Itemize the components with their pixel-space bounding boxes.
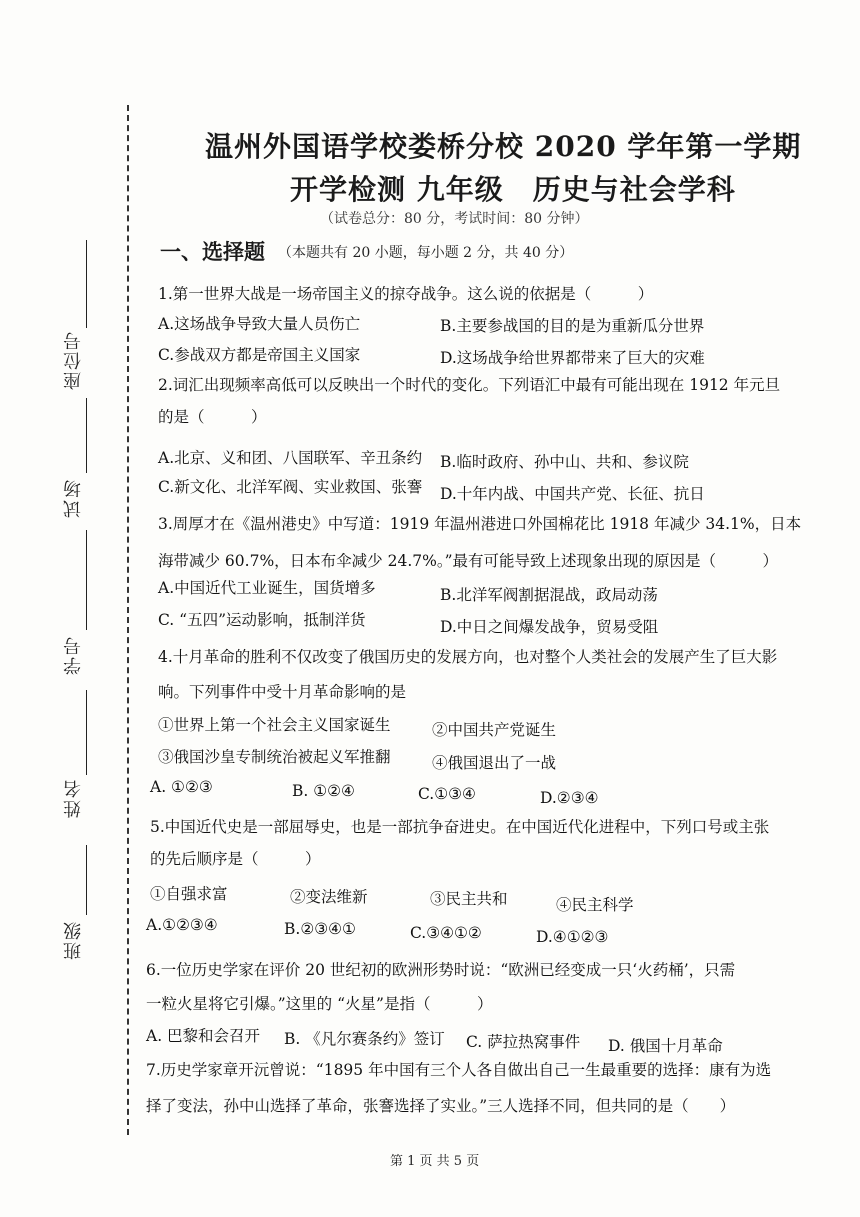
exam-info: （试卷总分：80 分，考试时间：80 分钟）	[320, 211, 589, 227]
q5-stem-line2: 的先后顺序是（ ）	[150, 850, 321, 868]
q2-option-d: D.十年内战、中国共产党、长征、抗日	[440, 485, 705, 503]
seat-blank-line	[86, 240, 87, 328]
q4-option-c: C.①③④	[418, 785, 476, 803]
q5-option-c: C.③④①②	[410, 924, 482, 942]
q1-option-b: B.主要参战国的目的是为重新瓜分世界	[440, 317, 705, 335]
name-label: 姓名	[63, 778, 84, 818]
room-label: 试场	[63, 478, 84, 518]
q3-option-b: B.北洋军阀割据混战，政局动荡	[440, 586, 658, 604]
q6-stem-line2: 一粒火星将它引爆。”这里的 “火星”是指（ ）	[146, 995, 493, 1013]
q3-option-a: A.中国近代工业诞生，国货增多	[158, 579, 376, 597]
q4-item-4: ④俄国退出了一战	[432, 754, 557, 772]
q5-item-1: ①自强求富	[150, 885, 228, 903]
q1-option-c: C.参战双方都是帝国主义国家	[158, 346, 361, 364]
q5-option-d: D.④①②③	[536, 928, 609, 946]
q2-option-a: A.北京、义和团、八国联军、辛丑条约	[158, 449, 423, 467]
q1-option-a: A.这场战争导致大量人员伤亡	[158, 315, 361, 333]
exam-title-line2: 开学检测 九年级 历史与社会学科	[290, 173, 736, 206]
q3-option-c: C. “五四”运动影响，抵制洋货	[158, 611, 366, 629]
q5-item-3: ③民主共和	[430, 890, 508, 908]
q2-stem-line1: 2.词汇出现频率高低可以反映出一个时代的变化。下列语汇中最有可能出现在 1912 年元旦	[158, 376, 781, 394]
exam-title-line1: 温州外国语学校娄桥分校 2020 学年第一学期	[205, 130, 802, 163]
q4-stem-line2: 响。下列事件中受十月革命影响的是	[158, 683, 407, 701]
q4-option-d: D.②③④	[540, 789, 599, 807]
q6-option-c: C. 萨拉热窝事件	[466, 1033, 581, 1051]
q6-option-a: A. 巴黎和会召开	[146, 1027, 261, 1045]
q7-stem-line1: 7.历史学家章开沅曾说：“1895 年中国有三个人各自做出自己一生最重要的选择：康有为选	[146, 1061, 772, 1079]
seat-label: 座位号	[63, 330, 84, 390]
q3-stem-line1: 3.周厚才在《温州港史》中写道：1919 年温州港进口外国棉花比 1918 年减少 34.1%，日本	[158, 515, 802, 533]
binding-dashed-line	[127, 105, 129, 1135]
number-label: 学号	[63, 635, 84, 675]
name-blank-line	[86, 690, 87, 775]
q5-option-a: A.①②③④	[146, 916, 218, 934]
room-blank-line	[86, 398, 87, 473]
q6-option-d: D. 俄国十月革命	[608, 1037, 723, 1055]
number-blank-line	[86, 530, 87, 630]
q1-stem: 1.第一世界大战是一场帝国主义的掠夺战争。这么说的依据是（ ）	[158, 285, 654, 303]
q3-option-d: D.中日之间爆发战争，贸易受阻	[440, 618, 659, 636]
q3-stem-line2: 海带减少 60.7%，日本布伞减少 24.7%。”最有可能导致上述现象出现的原因是（ ）	[158, 552, 779, 570]
q5-stem-line1: 5.中国近代史是一部屈辱史，也是一部抗争奋进史。在中国近代化进程中，下列口号或主张	[150, 818, 770, 836]
q4-option-b: B. ①②④	[292, 782, 355, 800]
q7-stem-line2: 择了变法，孙中山选择了革命，张謇选择了实业。”三人选择不同，但共同的是（ ）	[146, 1097, 736, 1115]
class-label: 班级	[63, 920, 84, 960]
section-title: 一、选择题	[160, 239, 265, 264]
q4-item-3: ③俄国沙皇专制统治被起义军推翻	[158, 748, 391, 766]
q4-option-a: A. ①②③	[150, 778, 213, 796]
page-number: 第 1 页 共 5 页	[390, 1154, 480, 1169]
q5-item-2: ②变法维新	[290, 888, 368, 906]
q2-option-c: C.新文化、北洋军阀、实业救国、张謇	[158, 478, 423, 496]
q4-item-1: ①世界上第一个社会主义国家诞生	[158, 716, 391, 734]
q5-option-b: B.②③④①	[284, 920, 356, 938]
section-note: （本题共有 20 小题，每小题 2 分，共 40 分）	[278, 245, 574, 261]
q1-option-d: D.这场战争给世界都带来了巨大的灾难	[440, 349, 705, 367]
q4-stem-line1: 4.十月革命的胜利不仅改变了俄国历史的发展方向，也对整个人类社会的发展产生了巨大影	[158, 648, 778, 666]
q6-option-b: B. 《凡尔赛条约》签订	[284, 1030, 445, 1048]
class-blank-line	[86, 845, 87, 915]
q5-item-4: ④民主科学	[556, 896, 634, 914]
q4-item-2: ②中国共产党诞生	[432, 721, 557, 739]
q2-stem-line2: 的是（ ）	[158, 408, 267, 426]
q6-stem-line1: 6.一位历史学家在评价 20 世纪初的欧洲形势时说：“欧洲已经变成一只‘火药桶’，只需	[146, 961, 736, 979]
q2-option-b: B.临时政府、孙中山、共和、参议院	[440, 453, 689, 471]
